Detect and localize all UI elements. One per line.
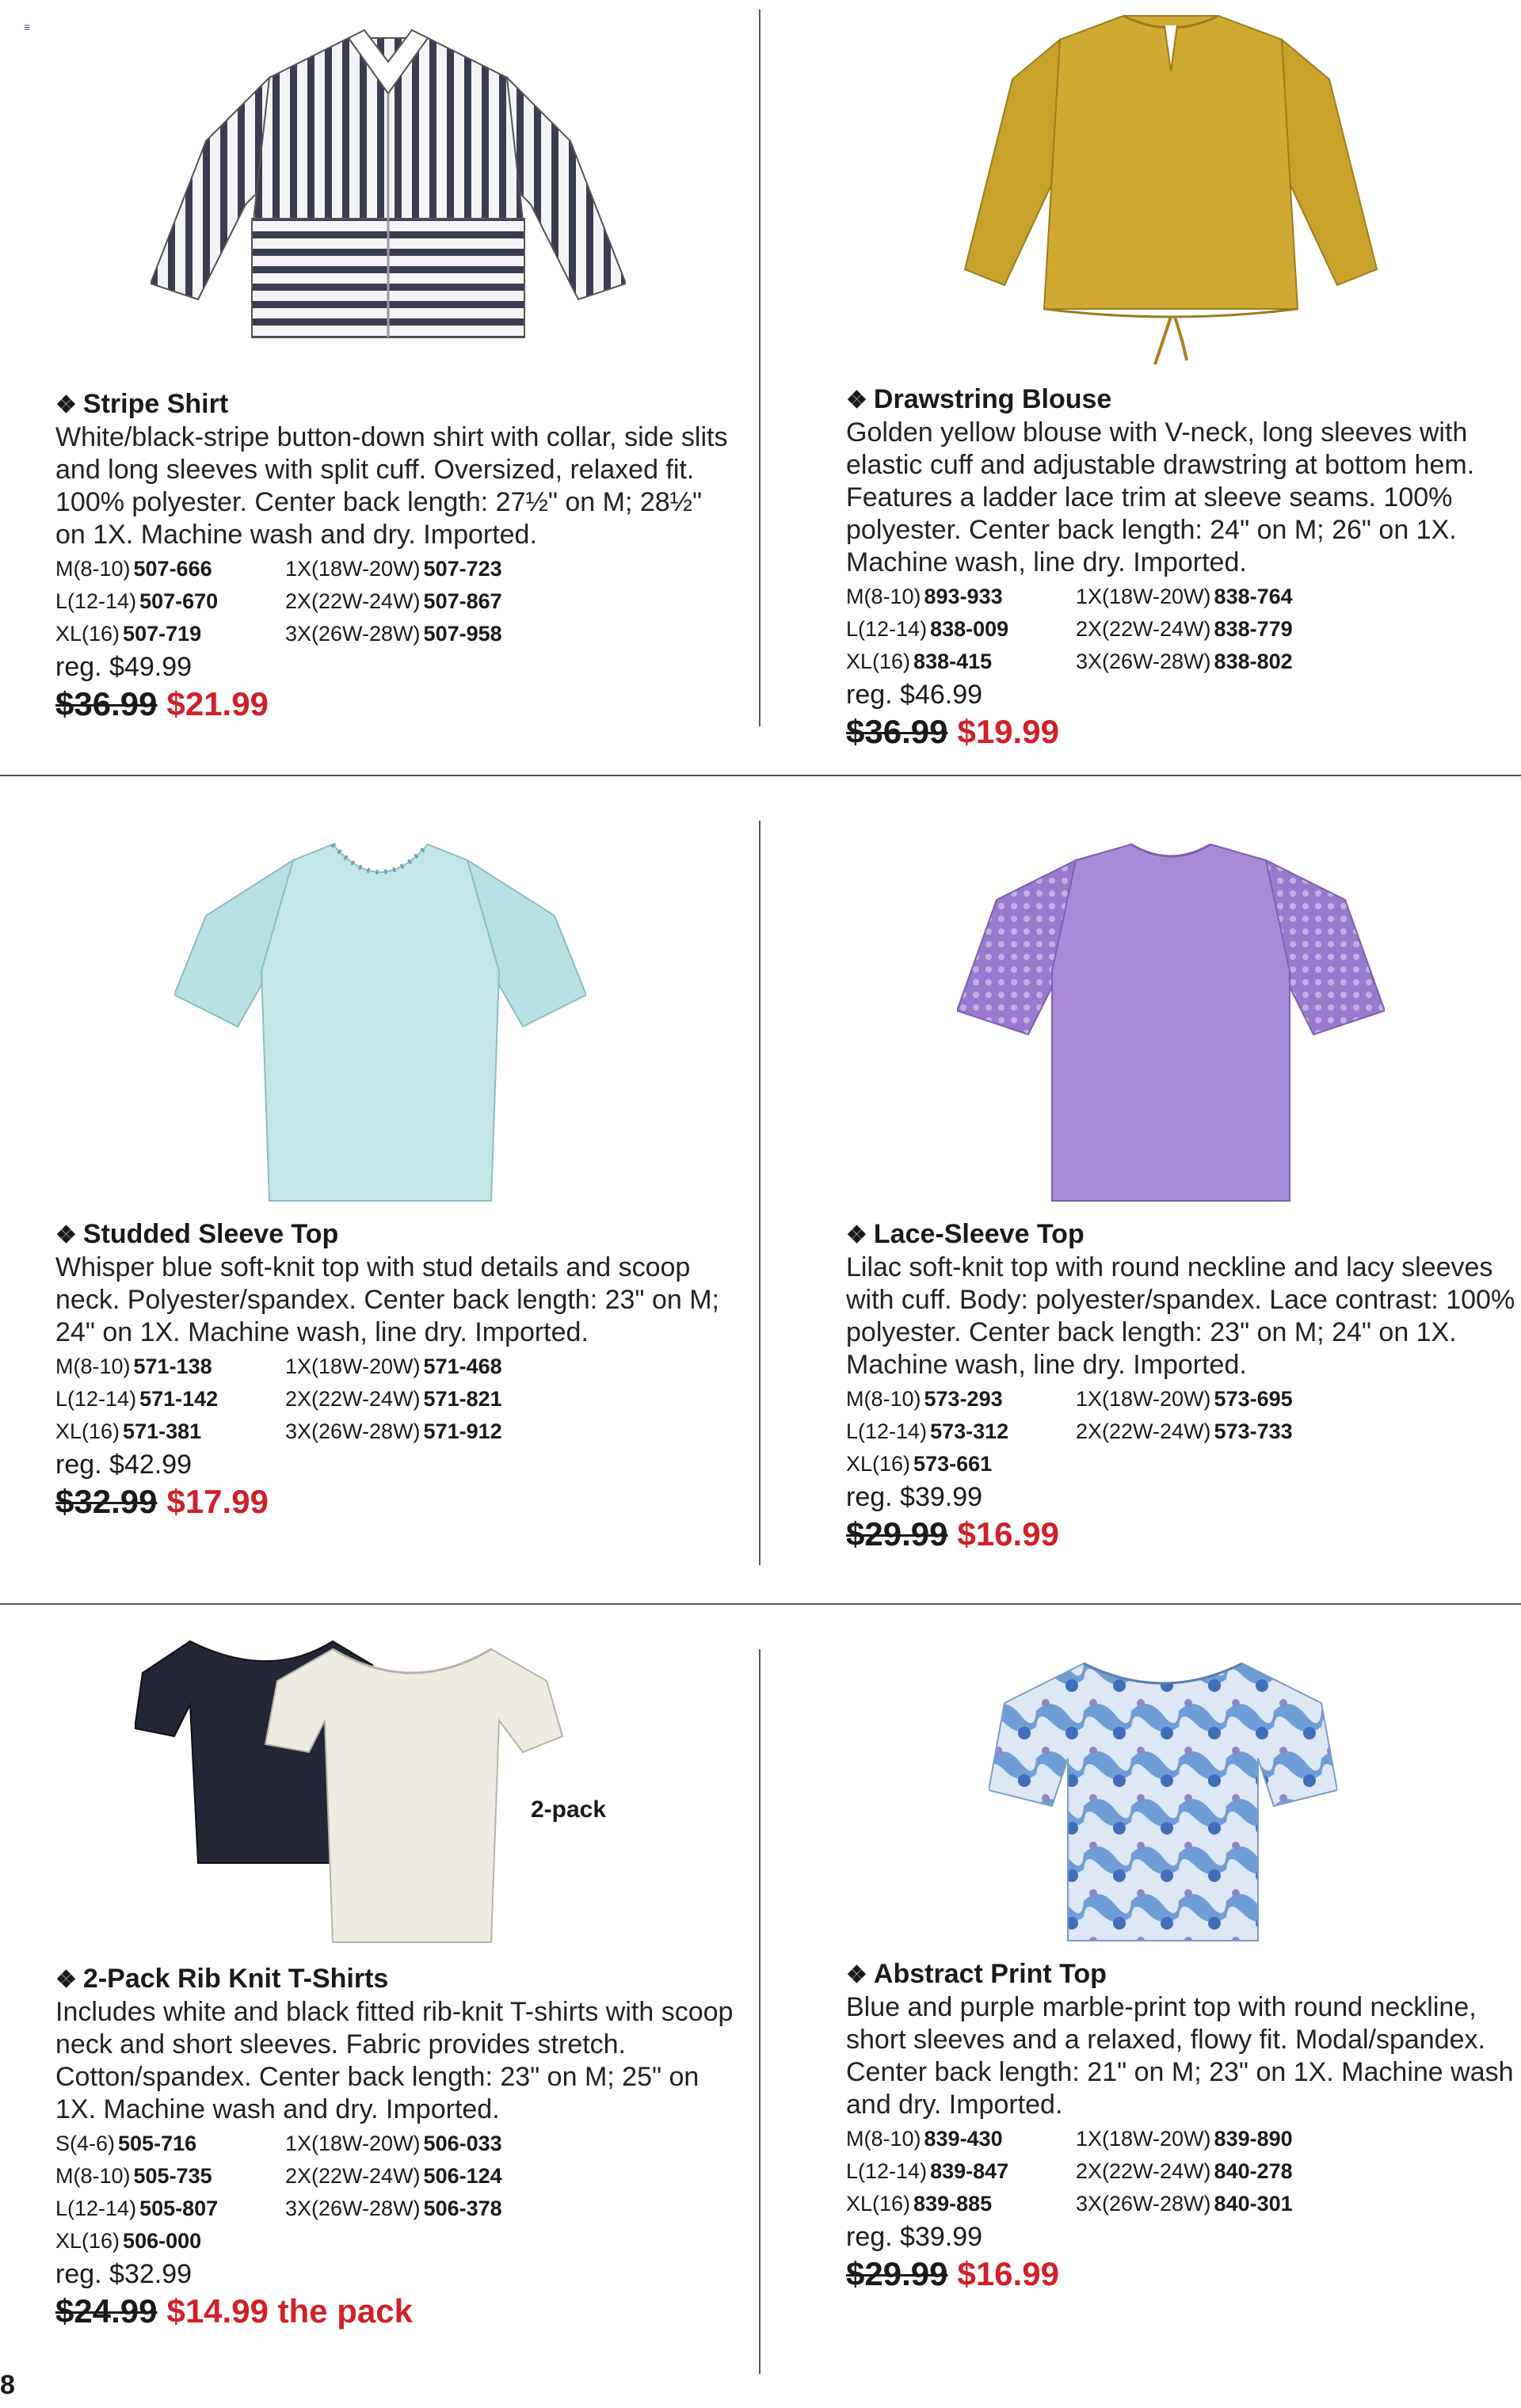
size-row: L(12-14) 571-142 2X(22W-24W) 571-821 — [55, 1387, 502, 1411]
size-row: XL(16) 573-661 — [846, 1452, 993, 1476]
column-divider-middle — [759, 821, 760, 1565]
product-studded-sleeve-top[interactable] — [55, 792, 737, 1592]
size-row: XL(16) 838-415 3X(26W-28W) 838-802 — [846, 650, 1293, 673]
product-description: Lilac soft-knit top with round neckline and lacy sleeves with cuff. Body: polyester/spandex. Lace contrast: 100% polyester. Center back length: 23" on M; 24" on 1X. Machine wash, line dry. Imported. — [846, 1252, 1515, 1380]
price-line — [55, 684, 737, 725]
product-description: Includes white and black fitted rib-knit T-shirts with scoop neck and short sleeves. Fabric provides stretch. Cotton/spandex. Center back length: 23" on M; 25" on 1X. Machine wash and dry. Imported. — [55, 1997, 734, 2124]
drawstring-blouse-image — [957, 8, 1385, 372]
size-row: XL(16) 506-000 — [55, 2229, 202, 2253]
size-row: S(4-6) 505-716 1X(18W-20W) 506-033 — [55, 2132, 502, 2155]
product-title: ❖ Drawstring Blouse — [846, 384, 1112, 414]
price-line — [846, 1514, 1521, 1555]
size-row: L(12-14) 507-670 2X(22W-24W) 507-867 — [55, 589, 502, 613]
product-title: ❖ Stripe Shirt — [55, 389, 229, 419]
size-row: M(8-10) 505-735 2X(22W-24W) 506-124 — [55, 2164, 502, 2188]
size-row: M(8-10) 839-430 1X(18W-20W) 839-890 — [846, 2127, 1293, 2151]
product-2-pack-rib-knit-tshirts[interactable] — [55, 1616, 737, 2368]
price-line — [846, 711, 1521, 752]
column-divider-bottom — [759, 1649, 760, 2374]
regular-price: reg. $39.99 — [846, 1482, 983, 1512]
size-row: M(8-10) 893-933 1X(18W-20W) 838-764 — [846, 585, 1293, 608]
size-row: XL(16) 571-381 3X(26W-28W) 571-912 — [55, 1419, 502, 1443]
regular-price: reg. $42.99 — [55, 1450, 193, 1480]
price-line — [55, 2291, 737, 2332]
size-row: XL(16) 507-719 3X(26W-28W) 507-958 — [55, 622, 502, 646]
diamond-icon: ❖ — [846, 1222, 867, 1248]
size-row: M(8-10) 571-138 1X(18W-20W) 571-468 — [55, 1354, 502, 1378]
sale-price: $16.99 — [957, 1515, 1059, 1553]
diamond-icon: ❖ — [55, 1222, 77, 1248]
size-row: L(12-14) 573-312 2X(22W-24W) 573-733 — [846, 1419, 1293, 1443]
regular-price: reg. $46.99 — [846, 680, 983, 710]
old-price: $24.99 — [55, 2292, 158, 2330]
size-row: M(8-10) 507-666 1X(18W-20W) 507-723 — [55, 557, 502, 581]
product-description: White/black-stripe button-down shirt with collar, side slits and long sleeves with split cuff. Oversized, relaxed fit. 100% polyester. Center back length: 27½" on M; 28½" on 1X. Machine wash and dry. Imported. — [55, 422, 728, 550]
row-divider-1 — [0, 775, 1521, 776]
pack-note: 2-pack — [531, 1796, 607, 1823]
sale-price: $17.99 — [166, 1483, 269, 1520]
size-table — [846, 2123, 1521, 2220]
product-stripe-shirt[interactable] — [55, 0, 737, 768]
product-title: ❖ Abstract Print Top — [846, 1959, 1107, 1989]
corner-mark: ≡ — [24, 21, 31, 33]
product-description: Whisper blue soft-knit top with stud details and scoop neck. Polyester/spandex. Center back length: 23" on M; 24" on 1X. Machine wash, line dry. Imported. — [55, 1252, 719, 1347]
size-table — [846, 1383, 1521, 1480]
product-abstract-print-top[interactable] — [846, 1616, 1521, 2368]
lace-sleeve-top-image — [957, 836, 1385, 1209]
product-title: ❖ Studded Sleeve Top — [55, 1219, 339, 1249]
product-title: ❖ 2-Pack Rib Knit T-Shirts — [55, 1964, 389, 1994]
rib-knit-tshirts-image — [135, 1625, 578, 1958]
old-price: $29.99 — [846, 2255, 948, 2292]
price-line — [846, 2254, 1521, 2295]
regular-price: reg. $32.99 — [55, 2259, 193, 2289]
sale-price: $21.99 — [166, 685, 269, 722]
size-table — [55, 1351, 737, 1448]
old-price: $29.99 — [846, 1515, 948, 1553]
size-table — [55, 553, 737, 650]
column-divider-top — [759, 10, 760, 726]
size-table — [846, 581, 1521, 678]
studded-sleeve-top-image — [174, 836, 586, 1209]
price-line — [55, 1481, 737, 1522]
diamond-icon: ❖ — [846, 387, 867, 413]
old-price: $32.99 — [55, 1483, 158, 1520]
diamond-icon: ❖ — [55, 1967, 77, 1993]
sale-price: $16.99 — [957, 2255, 1059, 2292]
product-drawstring-blouse[interactable] — [846, 0, 1521, 768]
sale-price: $19.99 — [957, 713, 1059, 750]
size-row: M(8-10) 573-293 1X(18W-20W) 573-695 — [846, 1387, 1293, 1411]
diamond-icon: ❖ — [846, 1962, 867, 1988]
row-divider-2 — [0, 1603, 1521, 1605]
size-row: L(12-14) 839-847 2X(22W-24W) 840-278 — [846, 2159, 1293, 2183]
old-price: $36.99 — [55, 685, 158, 722]
sale-price: $14.99 the pack — [166, 2292, 413, 2330]
size-row: XL(16) 839-885 3X(26W-28W) 840-301 — [846, 2192, 1293, 2216]
diamond-icon: ❖ — [55, 392, 77, 418]
size-row: L(12-14) 505-807 3X(26W-28W) 506-378 — [55, 2197, 502, 2220]
size-table — [55, 2128, 737, 2258]
abstract-print-top-image — [989, 1648, 1337, 1949]
regular-price: reg. $49.99 — [55, 652, 193, 682]
old-price: $36.99 — [846, 713, 948, 750]
page-number: 8 — [0, 2370, 15, 2400]
regular-price: reg. $39.99 — [846, 2222, 983, 2252]
product-description: Blue and purple marble-print top with round neckline, short sleeves and a relaxed, flowy fit. Modal/spandex. Center back length: 21" on M; 23" on 1X. Machine wash and dry. Imported. — [846, 1992, 1514, 2120]
product-title: ❖ Lace-Sleeve Top — [846, 1219, 1085, 1249]
product-description: Golden yellow blouse with V-neck, long sleeves with elastic cuff and adjustable drawstring at bottom hem. Features a ladder lace trim at sleeve seams. 100% polyester. Center back length: 24" on M; 26" on 1X. Machine wash, line dry. Imported. — [846, 417, 1475, 577]
product-lace-sleeve-top[interactable] — [846, 792, 1521, 1592]
stripe-shirt-image — [151, 22, 626, 347]
size-row: L(12-14) 838-009 2X(22W-24W) 838-779 — [846, 617, 1293, 641]
